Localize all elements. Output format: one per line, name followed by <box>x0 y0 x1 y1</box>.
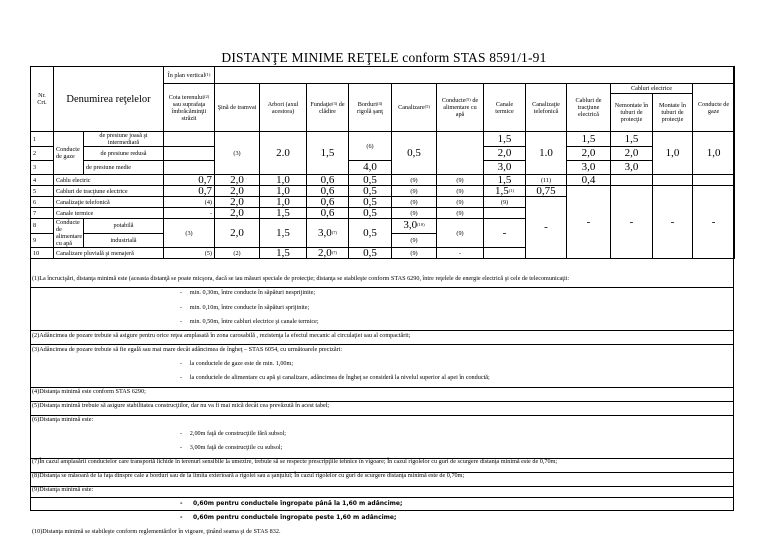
note-1: (1)La încrucişări, distanţa minimă este (aceasta distanţă se poate micşora, dacă se iau măsuri speciale de protecţie; distanţa se stabileşte conform STAS 6290, între reţelele de energie electrică şi cele de telecomunicaţii: <box>32 275 570 282</box>
cell-text: de clădire <box>319 100 345 115</box>
rule-line <box>30 387 734 388</box>
table-cell: Cablu electric <box>54 175 164 186</box>
rule-line <box>30 401 734 402</box>
table-cell: (3) <box>164 219 215 248</box>
table-cell: 0,7 <box>164 186 215 197</box>
cell-text: Borduri <box>357 100 377 108</box>
table-cell: (9) <box>437 219 484 248</box>
rule-line <box>30 458 734 459</box>
header-nr: Nr. Crt. <box>31 67 54 132</box>
note-10: (10)Distanţa minimă se stabileşte conform reglementărilor în vigoare, ţinând seama şi de STAS 832. <box>32 528 281 535</box>
cell-text: Cota terenului <box>168 93 204 101</box>
table-cell: potabilă <box>84 219 164 234</box>
cell-text: min. 0,30m, între conducte în săpături nesprijinite; <box>189 289 316 296</box>
table-cell: 1,0 <box>653 132 693 175</box>
table-cell: (9) <box>392 197 437 208</box>
table-cell: de presiune redusă <box>84 147 164 161</box>
table-cell: 2,0 <box>611 147 653 161</box>
table-cell: 2,0 <box>215 208 260 219</box>
cell-text: (1) <box>508 187 514 193</box>
cell-text: 2,0 <box>318 247 332 259</box>
table-cell: 2 <box>31 147 54 161</box>
note-5: (5)Distanţa minimă trebuie să asigure stabilitatea construcţiilor, dar nu va fi mai mică decât cea prevăzută în acest tabel; <box>32 402 330 409</box>
rule-line <box>30 415 734 416</box>
table-cell: 1,0 <box>693 132 735 175</box>
header-cabluri-tractiune: Cabluri de tracţiune electrică <box>567 84 611 132</box>
table-cell: (9) <box>392 233 437 248</box>
note-8: (8)Distanţa se măsoară de la faţa dinspre cale a borduri sau de la limita exterioară a rigolei sau a şanţului; În cazul rigolelor cu guri de scurgere distanţa minimă este de 0,70m; <box>32 472 465 479</box>
note-7: (7)În cazul amplasării conductelor care transportă lichide în terenuri sensibile la umezire, trebuie să se respecte prescripţiile tehnice în vigoare; În cazul rigolelor cu guri de scurgere distanţa minimă este de 0,70m; <box>32 458 558 465</box>
table-cell: 9 <box>31 233 54 248</box>
cell-text: 3,0 <box>403 219 418 232</box>
rule-line <box>30 472 734 473</box>
table-cell: 2.0 <box>260 132 307 175</box>
table-cell: (9) <box>392 208 437 219</box>
header-gaze: Conducte de gaze <box>693 84 735 132</box>
cell-text: (2) <box>203 93 210 99</box>
table-cell: 4,0 <box>349 161 392 175</box>
table-cell: 1,0 <box>260 197 307 208</box>
table-cell: 0,5 <box>349 219 392 248</box>
table-cell: 0,6 <box>307 197 349 208</box>
group-gaze: Conducte de gaze <box>54 132 84 175</box>
table-cell: - <box>526 197 567 259</box>
header-denumire: Denumirea reţelelor <box>54 67 164 132</box>
cell-text: 2,00m faţă de construcţiile fără subsol; <box>189 430 287 437</box>
table-cell: Canale termice <box>54 208 164 219</box>
cell-text: 1,5 <box>495 185 509 197</box>
table-cell: 6 <box>31 197 54 208</box>
note-9: (9)Distanţa minimă este: <box>32 486 94 493</box>
note-1a: - min. 0,30m, între conducte în săpături nesprijinite; <box>180 289 316 296</box>
table-cell: 1,0 <box>260 186 307 197</box>
page-frame <box>30 66 734 511</box>
table-cell: 3,0 <box>611 161 653 175</box>
cell-text: la conductele de gaze este de min. 1,00m; <box>189 360 294 367</box>
note-4: (4)Distanţa minimă este conform STAS 6290; <box>32 388 146 395</box>
cell-text: (5) <box>465 97 471 102</box>
table-cell: (11) <box>526 175 567 186</box>
table-cell: (9) <box>392 248 437 259</box>
table-cell: (9) <box>392 186 437 197</box>
table-cell: industrială <box>84 233 164 248</box>
table-cell: 4 <box>31 175 54 186</box>
table-cell: (6) <box>349 132 392 161</box>
table-cell: 0,6 <box>307 208 349 219</box>
note-3b: - la conductele de alimentare cu apă şi canalizare, adâncimea de îngheţ se consideră la nivelul superior al apei în conductă; <box>180 374 490 381</box>
table-cell: - <box>693 186 735 259</box>
table-cell: - <box>611 186 653 259</box>
cell-text: În plan vertical <box>167 71 206 79</box>
table-cell: 1.0 <box>526 132 567 175</box>
table-cell: (9) <box>484 197 526 208</box>
cell-text: la conductele de alimentare cu apă şi canalizare, adâncimea de îngheţ se consideră la nivelul superior al apei în conductă; <box>189 374 490 381</box>
table-cell: 1,5 <box>484 175 526 186</box>
cell-text: min. 0,50m, între cabluri electrice şi canale termice; <box>189 318 319 325</box>
table-cell: 0,5 <box>349 208 392 219</box>
table-cell: 8 <box>31 219 54 234</box>
table-cell: 3 <box>31 161 54 175</box>
cell-text: (10) <box>417 222 425 228</box>
note-6b: - 3,00m faţă de construcţiile cu subsol; <box>180 444 283 451</box>
cell-text: 0,60m pentru conductele îngropate peste 1,60 m adâncime; <box>192 514 397 521</box>
note-1c: - min. 0,50m, între cabluri electrice şi canale termice; <box>180 318 319 325</box>
rule-line <box>30 497 734 498</box>
header-canale: Canale termice <box>484 84 526 132</box>
header-montate: Montate în tuburi de protecţie <box>653 94 693 132</box>
table-cell: Canalizare pluvială şi menajeră <box>54 248 164 259</box>
rule-line <box>30 287 734 288</box>
cell-text: Conducte <box>441 97 466 104</box>
table-cell: Canalizaţie telefonică <box>54 197 164 208</box>
table-cell: 0,5 <box>392 132 437 175</box>
rule-line <box>30 330 734 331</box>
header-nemontate: Nemontate în tuburi de protecţie <box>611 94 653 132</box>
table-cell: 7 <box>31 208 54 219</box>
rule-line <box>30 486 734 487</box>
table-cell: 0,5 <box>349 248 392 259</box>
cell-text: 0,60m pentru conductele îngropate până la 1,60 m adâncime; <box>192 500 403 507</box>
cell-text: (7) <box>331 249 337 255</box>
header-canalizatie: Canalizaţie telefonică <box>526 84 567 132</box>
cell-text: (7) <box>331 229 337 235</box>
table-cell: 1,5 <box>260 219 307 248</box>
table-cell: 3,0 <box>484 161 526 175</box>
table-cell: 0,75 <box>526 186 567 197</box>
table-cell: 1,5 <box>307 132 349 175</box>
table-cell: 2,0 <box>215 219 260 248</box>
table-cell: 3,0 <box>567 161 611 175</box>
note-6a: - 2,00m faţă de construcţiile fără subsol; <box>180 430 287 437</box>
table-cell: 1 <box>31 132 54 147</box>
rule-line <box>30 344 734 345</box>
table-cell: 2,0 <box>567 147 611 161</box>
table-cell: 1,5 <box>567 132 611 147</box>
cell-text: (3) <box>332 100 338 106</box>
table-cell: 10 <box>31 248 54 259</box>
table-cell: - <box>484 219 526 248</box>
table-cell: (9) <box>437 186 484 197</box>
table-cell: (9) <box>437 175 484 186</box>
table-cell: - <box>567 186 611 259</box>
cell-text: sau suprafaţa îmbrăcăminţii străzii <box>171 100 207 122</box>
table-cell: de presiune joasă şi intermediară <box>84 132 164 147</box>
cell-text: de alimentare cu apă <box>443 97 479 118</box>
header-sina: Şină de tramvai <box>215 84 260 132</box>
table-cell: 1,5 <box>611 132 653 147</box>
table-cell: de presiune medie <box>84 161 164 175</box>
cell-text: (4) <box>377 100 383 106</box>
page-title: DISTANŢE MINIME REŢELE conform STAS 8591/1-91 <box>221 50 547 65</box>
cell-text: rigolă şanţ <box>357 107 383 115</box>
cell-text: (1) <box>205 71 211 77</box>
table-cell: 1,0 <box>260 175 307 186</box>
table-cell: (3) <box>215 132 260 175</box>
cell-text: (5) <box>424 104 430 109</box>
table-cell: - <box>653 186 693 259</box>
table-cell: 0,5 <box>349 186 392 197</box>
note-6: (6)Distanţa minimă este: <box>32 416 94 423</box>
table-cell: 1,5 <box>260 248 307 259</box>
cell-text: Canalizare <box>398 104 425 111</box>
note-9b: - 0,60m pentru conductele îngropate peste 1,60 m adâncime; <box>180 514 397 521</box>
table-cell: 2,0 <box>484 147 526 161</box>
table-cell: 5 <box>31 186 54 197</box>
header-cabluri-electrice: Cabluri electrice <box>611 84 693 94</box>
table-cell: (2) <box>215 248 260 259</box>
cell-text: Fundaţie <box>310 100 332 108</box>
cell-text: 3,00m faţă de construcţiile cu subsol; <box>189 444 283 451</box>
table-cell: (9) <box>437 197 484 208</box>
table-cell: 2,0 <box>215 186 260 197</box>
table-cell: - <box>164 208 215 219</box>
table-cell: 2,0 <box>215 197 260 208</box>
note-1b: - min. 0,10m, între conducte în săpături sprijinite; <box>180 304 310 311</box>
table-cell: 1,5 <box>484 132 526 147</box>
cell-text: 3,0 <box>318 226 332 239</box>
note-3a: - la conductele de gaze este de min. 1,00m; <box>180 360 294 367</box>
table-cell: Cabluri de tracţiune electrice <box>54 186 164 197</box>
table-cell: 0,6 <box>307 186 349 197</box>
table-cell: - <box>437 248 484 259</box>
table-cell: (9) <box>392 175 437 186</box>
table-cell: 0,5 <box>349 175 392 186</box>
header-arbori: Arbori (axul acestora) <box>260 84 307 132</box>
note-2: (2)Adâncimea de pozare trebuie să asigure pentru orice reţea amplasată în zona carosabilă , rezistenţa la efectul mecanic al circulaţiei sau al compactării; <box>32 332 411 339</box>
table-cell: 0,4 <box>567 175 611 186</box>
table-cell: 1,5 <box>260 208 307 219</box>
table-cell: 0,7 <box>164 175 215 186</box>
table-cell: 0,6 <box>307 175 349 186</box>
group-apa: Conducte de alimentare cu apă <box>54 219 84 248</box>
cell-text: min. 0,10m, între conducte în săpături sprijinite; <box>189 304 310 311</box>
table-cell: 2,0 <box>215 175 260 186</box>
table-cell: (5) <box>164 248 215 259</box>
table-cell: (4) <box>164 197 215 208</box>
note-9a: - 0,60m pentru conductele îngropate până la 1,60 m adâncime; <box>180 500 403 507</box>
table-cell: (9) <box>437 208 484 219</box>
table-cell: 0,5 <box>349 197 392 208</box>
note-3: (3)Adâncimea de pozare trebuie să fie egală sau mai mare decât adâncimea de îngheţ – STAS 6054, cu următoarele precizări: <box>32 346 343 353</box>
